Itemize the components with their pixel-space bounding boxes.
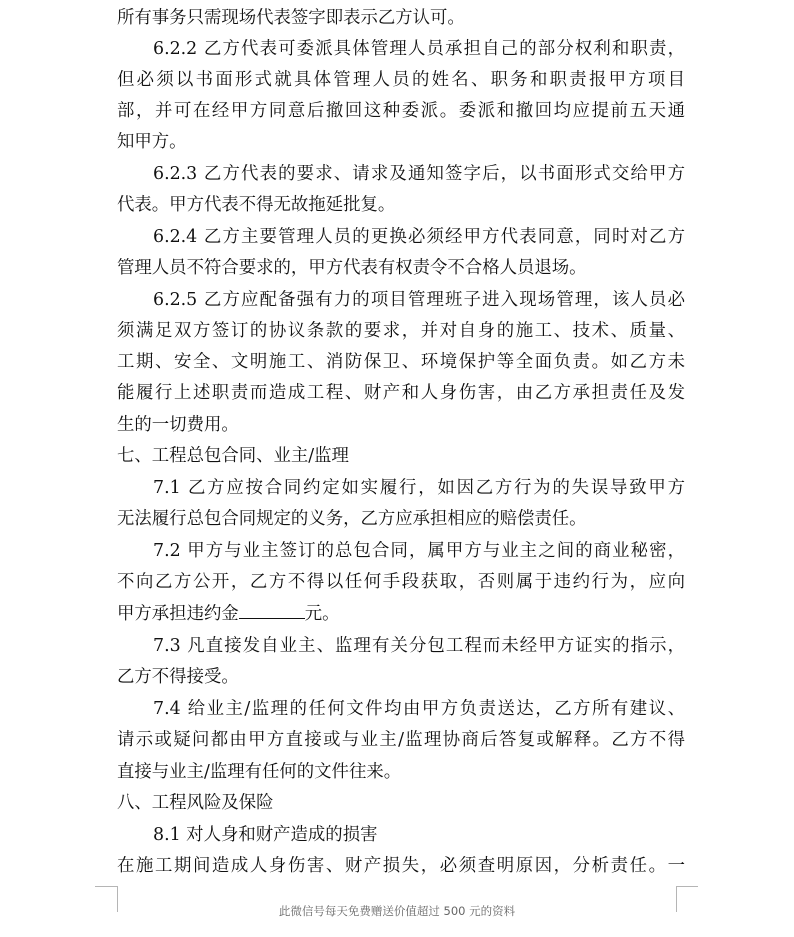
clause-7-2-line: 7.2 甲方与业主签订的总包合同，属甲方与业主之间的商业秘密， — [153, 541, 685, 561]
penalty-amount-blank — [239, 600, 305, 619]
clause-6-2-5-line: 6.2.5 乙方应配备强有力的项目管理班子进入现场管理，该人员必 — [153, 290, 685, 310]
section-heading-8: 八、工程风险及保险 — [117, 793, 274, 813]
crop-mark-right-horizontal — [676, 886, 698, 887]
paragraph-line: 工期、安全、文明施工、消防保卫、环境保护等全面负责。如乙方未 — [117, 352, 685, 372]
clause-7-1-line: 7.1 乙方应按合同约定如实履行，如因乙方行为的失误导致甲方 — [153, 478, 685, 498]
paragraph-line: 代表。甲方代表不得无故拖延批复。 — [117, 195, 396, 215]
clause-7-4-line: 7.4 给业主/监理的任何文件均由甲方负责送达，乙方所有建议、 — [153, 699, 685, 719]
paragraph-line: 直接与业主/监理有任何的文件往来。 — [117, 762, 402, 782]
paragraph-line: 请示或疑问都由甲方直接或与业主/监理协商后答复或解释。乙方不得 — [117, 730, 685, 750]
paragraph-line: 生的一切费用。 — [117, 415, 239, 435]
paragraph-line: 所有事务只需现场代表签字即表示乙方认可。 — [117, 8, 465, 28]
crop-mark-left-horizontal — [95, 886, 117, 887]
paragraph-line: 部，并可在经甲方同意后撤回这种委派。委派和撤回均应提前五天通 — [117, 101, 685, 121]
clause-7-3-line: 7.3 凡直接发自业主、监理有关分包工程而未经甲方证实的指示， — [153, 636, 685, 656]
paragraph-line: 管理人员不符合要求的，甲方代表有权责令不合格人员退场。 — [117, 258, 587, 278]
clause-6-2-3-line: 6.2.3 乙方代表的要求、请求及通知签字后，以书面形式交给甲方 — [153, 164, 685, 184]
paragraph-line: 但必须以书面形式就具体管理人员的姓名、职务和职责报甲方项目 — [117, 70, 685, 90]
paragraph-line: 不向乙方公开，乙方不得以任何手段获取，否则属于违约行为，应向 — [117, 572, 685, 592]
paragraph-line: 乙方不得接受。 — [117, 667, 239, 687]
clause-6-2-4-line: 6.2.4 乙方主要管理人员的更换必须经甲方代表同意，同时对乙方 — [153, 227, 685, 247]
paragraph-line: 知甲方。 — [117, 132, 187, 152]
clause-6-2-2-line: 6.2.2 乙方代表可委派具体管理人员承担自己的部分权利和职责， — [153, 39, 685, 59]
paragraph-line: 能履行上述职责而造成工程、财产和人身伤害，由乙方承担责任及发 — [117, 383, 685, 403]
penalty-text: 甲方承担违约金 — [117, 604, 239, 624]
paragraph-line — [117, 599, 685, 630]
clause-8-1-heading: 8.1 对人身和财产造成的损害 — [153, 825, 378, 845]
page-footer: 此微信号每天免费赠送价值超过 500 元的资料 — [278, 904, 516, 918]
penalty-unit: 元。 — [304, 604, 340, 624]
paragraph-line: 在施工期间造成人身伤害、财产损失，必须查明原因，分析责任。一 — [117, 856, 685, 876]
paragraph-line: 无法履行总包合同规定的义务，乙方应承担相应的赔偿责任。 — [117, 509, 587, 529]
section-heading-7: 七、工程总包合同、业主/监理 — [117, 446, 349, 466]
paragraph-line: 须满足双方签订的协议条款的要求，并对自身的施工、技术、质量、 — [117, 321, 685, 341]
